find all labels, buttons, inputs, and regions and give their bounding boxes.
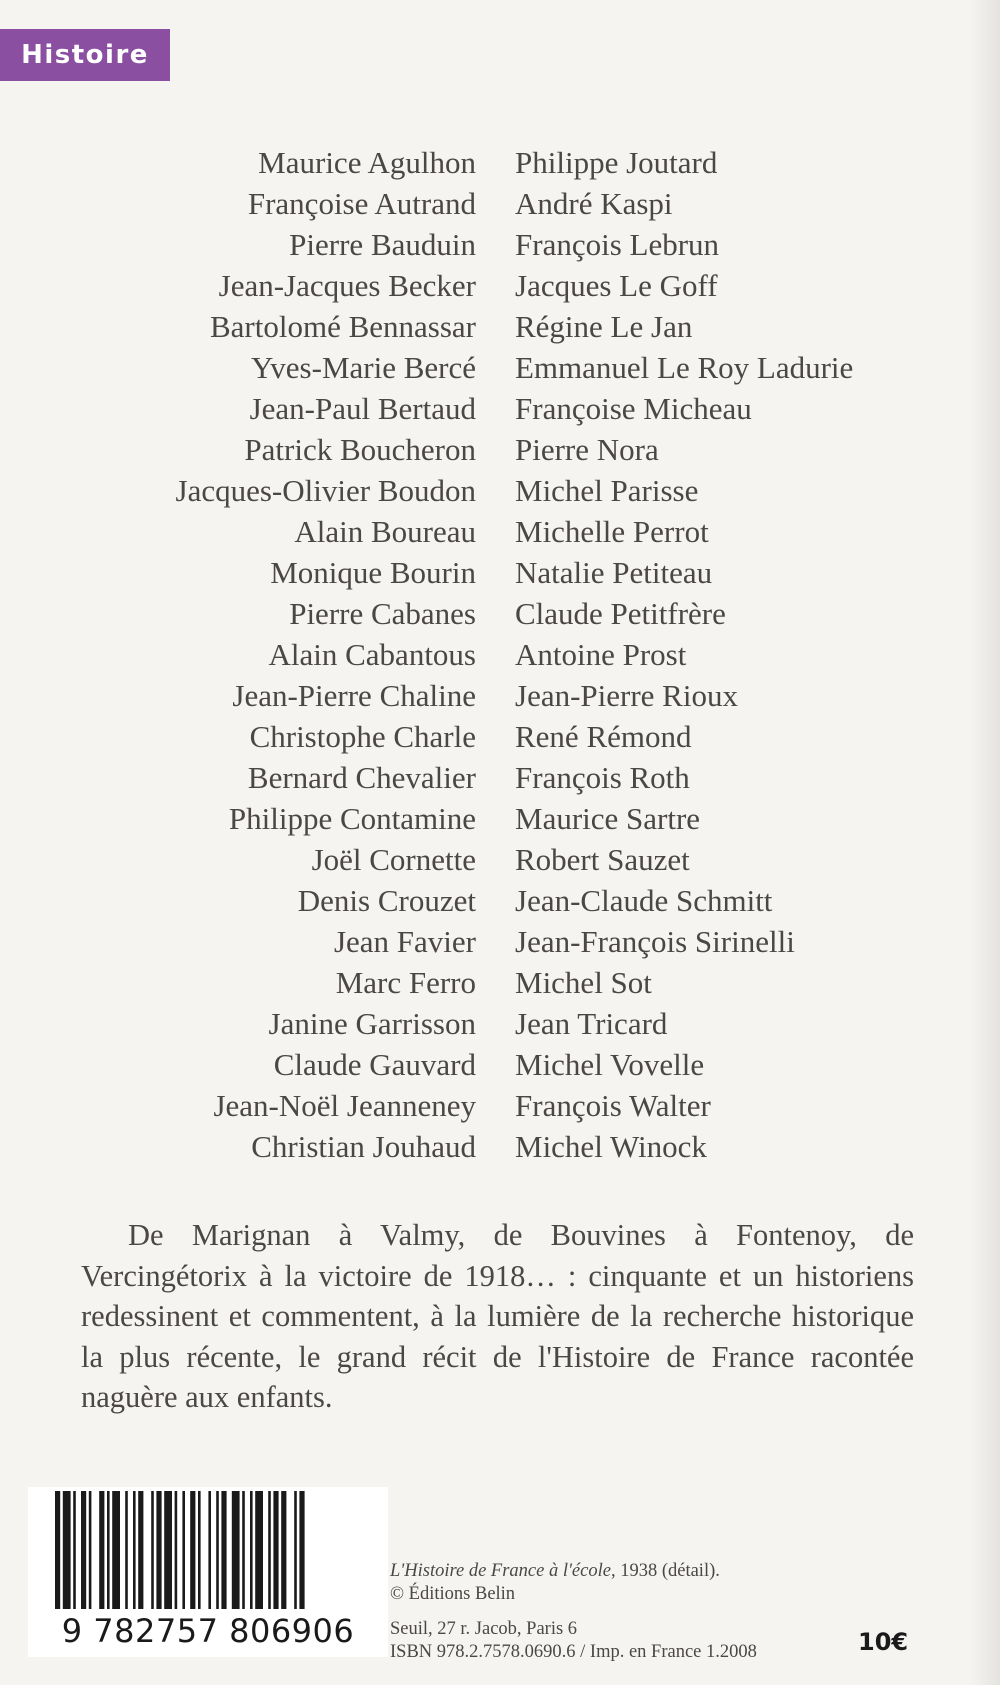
barcode-bar	[268, 1491, 271, 1609]
author-row	[0, 675, 1000, 716]
author-row	[0, 880, 1000, 921]
author-name-right: Jean-Pierre Rioux	[515, 678, 738, 713]
copyright-line: © Éditions Belin	[390, 1584, 516, 1604]
author-row	[0, 757, 1000, 798]
author-row	[0, 839, 1000, 880]
barcode-bar	[112, 1491, 120, 1609]
author-name-right: Claude Petitfrère	[515, 596, 726, 631]
author-name-right: Robert Sauzet	[515, 842, 690, 877]
author-list	[0, 142, 1000, 1167]
author-name-left: Jacques-Olivier Boudon	[175, 473, 476, 508]
cover-image-caption: , 1938 (détail).	[610, 1561, 720, 1581]
author-row	[0, 306, 1000, 347]
author-name-right: François Roth	[515, 760, 690, 795]
barcode-bar	[299, 1491, 304, 1609]
author-name-right: Michel Parisse	[515, 473, 699, 508]
barcode-bar	[221, 1491, 226, 1609]
barcode-bar	[81, 1491, 86, 1609]
cover-image-title: L'Histoire de France à l'école	[390, 1561, 611, 1581]
author-name-left: Bartolomé Bennassar	[209, 309, 476, 344]
author-row	[0, 183, 1000, 224]
author-name-right: François Walter	[515, 1088, 711, 1123]
author-row	[0, 1003, 1000, 1044]
category-badge-label: Histoire	[21, 40, 149, 70]
author-name-left: Christian Jouhaud	[251, 1129, 476, 1164]
author-name-right: Michel Vovelle	[515, 1047, 705, 1082]
barcode-bar	[281, 1491, 286, 1609]
author-name-left: Jean-Pierre Chaline	[232, 678, 476, 713]
barcode-bar	[73, 1491, 76, 1609]
barcode-bar	[175, 1491, 178, 1609]
author-name-right: François Lebrun	[515, 227, 720, 262]
author-name-right: Jean-François Sirinelli	[515, 924, 795, 959]
barcode-bar	[242, 1491, 245, 1609]
author-row	[0, 511, 1000, 552]
author-row	[0, 142, 1000, 183]
author-name-right: Philippe Joutard	[515, 145, 718, 180]
barcode-bar	[125, 1491, 128, 1609]
author-name-right: Jean-Claude Schmitt	[515, 883, 773, 918]
author-name-left: Pierre Bauduin	[289, 227, 476, 262]
barcode-bar	[182, 1491, 185, 1609]
author-name-right: Jacques Le Goff	[515, 268, 718, 303]
barcode-bars	[55, 1491, 365, 1609]
author-name-left: Yves-Marie Bercé	[251, 350, 476, 385]
barcode-bar	[164, 1491, 172, 1609]
author-row	[0, 634, 1000, 675]
barcode-bar	[198, 1491, 201, 1609]
author-name-right: Maurice Sartre	[515, 801, 701, 836]
author-name-left: Claude Gauvard	[273, 1047, 476, 1082]
author-row	[0, 552, 1000, 593]
author-name-right: Natalie Petiteau	[515, 555, 713, 590]
author-name-left: Marc Ferro	[335, 965, 476, 1000]
author-name-left: Monique Bourin	[270, 555, 476, 590]
author-name-left: Bernard Chevalier	[247, 760, 476, 795]
author-name-right: André Kaspi	[515, 186, 673, 221]
barcode-bar	[63, 1491, 71, 1609]
author-name-right: Antoine Prost	[515, 637, 687, 672]
author-name-right: René Rémond	[515, 719, 692, 754]
author-name-left: Joël Cornette	[311, 842, 476, 877]
barcode-bar	[151, 1491, 154, 1609]
back-cover-blurb: De Marignan à Valmy, de Bouvines à Fontenoy, de Vercingétorix à la victoire de 1918… : cinquante et un historiens redessinent et commentent, à la lumière de la recherche historique la plus récente, le grand récit de l'Histoire de France racontée naguère aux enfants.	[81, 1218, 914, 1414]
barcode-bar	[255, 1491, 263, 1609]
author-row	[0, 921, 1000, 962]
author-row	[0, 593, 1000, 634]
barcode-bar	[232, 1491, 240, 1609]
credits-block	[390, 1560, 870, 1664]
barcode	[28, 1487, 388, 1657]
author-row	[0, 347, 1000, 388]
author-name-left: Jean-Paul Bertaud	[249, 391, 476, 426]
author-name-left: Alain Cabantous	[268, 637, 476, 672]
author-row	[0, 798, 1000, 839]
author-row	[0, 429, 1000, 470]
barcode-digits: 9 782757 806906	[61, 1612, 355, 1650]
price-label: 10€	[858, 1628, 909, 1656]
barcode-bar	[294, 1491, 297, 1609]
author-row	[0, 265, 1000, 306]
author-name-right: Michel Winock	[515, 1129, 707, 1164]
author-name-left: Philippe Contamine	[228, 801, 476, 836]
category-badge	[0, 29, 170, 81]
author-name-left: Jean-Noël Jeanneney	[213, 1088, 476, 1123]
author-name-left: Françoise Autrand	[247, 186, 476, 221]
author-name-right: Françoise Micheau	[515, 391, 752, 426]
barcode-bar	[99, 1491, 104, 1609]
barcode-bar	[250, 1491, 253, 1609]
author-name-left: Denis Crouzet	[297, 883, 476, 918]
barcode-bar	[190, 1491, 195, 1609]
barcode-bar	[55, 1491, 60, 1609]
barcode-bar	[156, 1491, 161, 1609]
author-name-right: Jean Tricard	[515, 1006, 668, 1041]
author-row	[0, 224, 1000, 265]
author-name-right: Régine Le Jan	[515, 309, 693, 344]
author-row	[0, 388, 1000, 429]
author-row	[0, 1085, 1000, 1126]
author-row	[0, 1044, 1000, 1085]
author-name-left: Jean Favier	[333, 924, 476, 959]
author-name-right: Michelle Perrot	[515, 514, 709, 549]
barcode-bar	[89, 1491, 92, 1609]
author-name-left: Janine Garrisson	[268, 1006, 476, 1041]
author-row	[0, 716, 1000, 757]
barcode-bar	[107, 1491, 110, 1609]
author-name-left: Jean-Jacques Becker	[218, 268, 476, 303]
author-name-right: Pierre Nora	[515, 432, 659, 467]
author-name-left: Maurice Agulhon	[258, 145, 476, 180]
author-name-left: Alain Boureau	[294, 514, 476, 549]
author-row	[0, 470, 1000, 511]
barcode-bar	[216, 1491, 219, 1609]
isbn-line: ISBN 978.2.7578.0690.6 / Imp. en France 1.2008	[390, 1642, 757, 1662]
author-name-left: Christophe Charle	[249, 719, 476, 754]
barcode-bar	[138, 1491, 143, 1609]
author-name-left: Patrick Boucheron	[244, 432, 476, 467]
author-row	[0, 962, 1000, 1003]
publisher-address: Seuil, 27 r. Jacob, Paris 6	[390, 1619, 578, 1639]
author-row	[0, 1126, 1000, 1167]
barcode-bar	[273, 1491, 278, 1609]
barcode-bar	[208, 1491, 211, 1609]
author-name-right: Emmanuel Le Roy Ladurie	[515, 350, 854, 385]
author-name-right: Michel Sot	[515, 965, 652, 1000]
cover-image-credit	[390, 1560, 870, 1583]
author-name-left: Pierre Cabanes	[289, 596, 476, 631]
barcode-bar	[133, 1491, 136, 1609]
